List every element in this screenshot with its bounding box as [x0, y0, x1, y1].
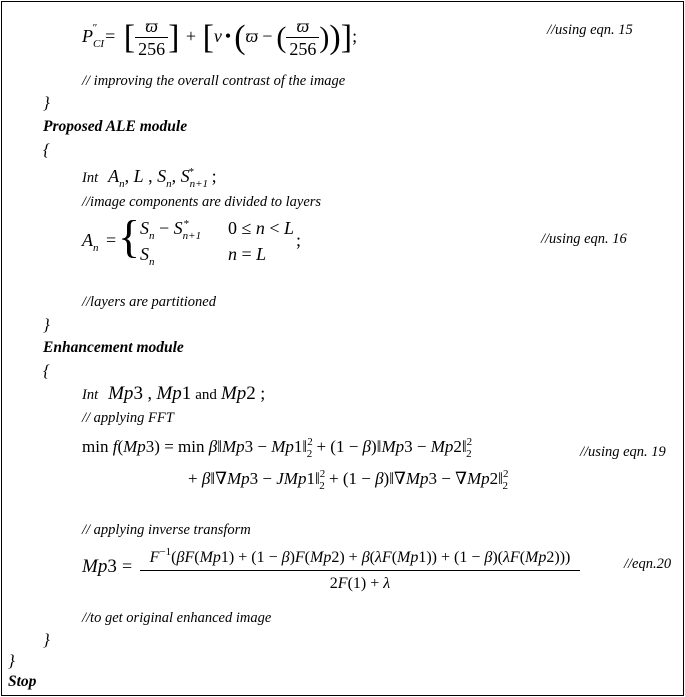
equation-19-line-2: + β‖∇Mp3 − JMp1‖$^2_2$ + (1 − β)‖∇Mp3 − ∇Mp2‖$^2_2$: [188, 468, 509, 492]
comment-inverse: // applying inverse transform: [82, 522, 251, 538]
declaration-ale: Int $A_n$, L , $S_n$, $S_{n+1}^*$ ;: [82, 166, 217, 190]
open-brace-enhancement: {: [43, 361, 50, 380]
comment-partitioned: //layers are partitioned: [82, 294, 216, 310]
heading-stop: Stop: [8, 673, 37, 690]
open-brace-ale: {: [43, 140, 50, 159]
comment-eqn15: //using eqn. 15: [547, 22, 633, 38]
and-keyword: and: [195, 387, 217, 403]
equation-19-line-1: min f(Mp3) = min β‖Mp3 − Mp1‖$^2_2$ + (1 − β)‖Mp3 − Mp2‖$^2_2$: [82, 436, 473, 460]
close-brace-1: }: [43, 93, 50, 112]
heading-enhancement-module: Enhancement module: [43, 339, 184, 356]
equation-16: $A_n$ = { $S_n - S_{n+1}^*$ 0 ≤ n < L ; $S_n$ n = L: [82, 211, 302, 268]
int-keyword-2: Int: [82, 387, 99, 403]
comment-eqn16: //using eqn. 16: [541, 231, 627, 247]
close-brace-enhancement: }: [43, 630, 50, 649]
heading-ale-module: Proposed ALE module: [43, 118, 188, 135]
comment-fft: // applying FFT: [82, 410, 174, 426]
declaration-enhancement: Int Mp3 , Mp1 and Mp2 ;: [82, 383, 266, 404]
comment-original: //to get original enhanced image: [82, 610, 272, 626]
close-brace-outer: }: [8, 651, 15, 670]
comment-eqn19: //using eqn. 19: [580, 444, 666, 460]
comment-layers-divided: //image components are divided to layers: [82, 194, 322, 210]
comment-contrast: // improving the overall contrast of the image: [82, 73, 346, 89]
close-brace-ale: }: [43, 315, 50, 334]
comment-eqn20: //eqn.20: [624, 556, 672, 572]
int-keyword: Int: [82, 170, 99, 186]
equation-15: $P_{CI}''$ = [ $\frac{ϖ}{256}$ ] + [ν •(ϖ − ( $\frac{ϖ}{256}$ ))];: [82, 16, 358, 60]
